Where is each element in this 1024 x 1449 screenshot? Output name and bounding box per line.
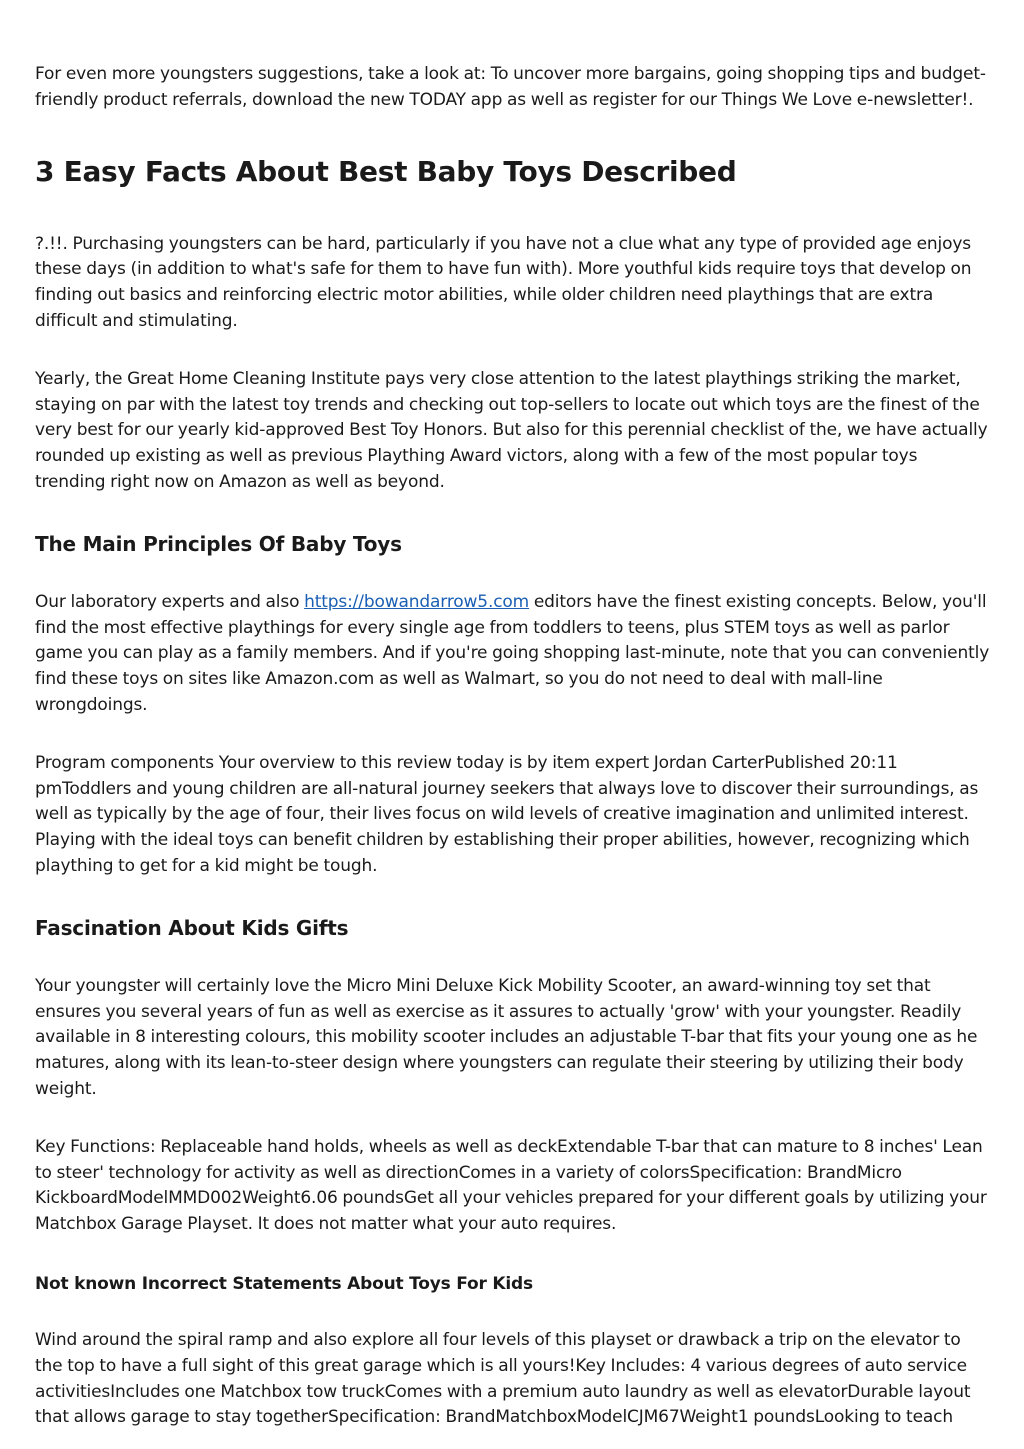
paragraph-yearly: Yearly, the Great Home Cleaning Institute pays very close attention to the latest playthings striking the market, staying on par with the latest toy trends and checking out top-sellers to locate out which toys are the finest of the very best for our yearly kid-approved Best Toy Honors. But also for this perennial checklist of the, we have actually rounded up existing as well as previous Plaything Award victors, along with a few of the most popular toys trending right now on Amazon as well as beyond. — [35, 368, 988, 492]
section-heading-easy-facts: 3 Easy Facts About Best Baby Toys Described — [35, 154, 737, 188]
intro-paragraph: For even more youngsters suggestions, take a look at: To uncover more bargains, going shopping tips and budget-friendly product referrals, download the new TODAY app as well as register for our Things We Love e-newsletter!. — [35, 64, 986, 110]
section-heading-not-known: Not known Incorrect Statements About Toys For Kids — [35, 1273, 533, 1294]
paragraph-laboratory-lead: Our laboratory experts and also — [35, 591, 305, 612]
paragraph-scooter: Your youngster will certainly love the Micro Mini Deluxe Kick Mobility Scooter, an award-winning toy set that ensures you several years of fun as well as exercise as it assures to actually 'grow' with your youngster. Readily available in 8 interesting colours, this mobility scooter includes an adjustable T-bar that fits your young one as he matures, along with its lean-to-steer design where youngsters can regulate their steering by utilizing their body weight. — [35, 975, 978, 1099]
paragraph-key-functions: Key Functions: Replaceable hand holds, wheels as well as deckExtendable T-bar that can mature to 8 inches' Lean to steer' technology for activity as well as directionComes in a variety of colorsSpecification: BrandMicro KickboardModelMMD002Weight6.06 poundsGet all your vehicles prepared for your different goals by utilizing your Matchbox Garage Playset. It does not matter what your auto requires. — [35, 1136, 987, 1235]
paragraph-program-components: Program components Your overview to this review today is by item expert Jordan CarterPublished 20:11 pmToddlers and young children are all-natural journey seekers that always love to discover their surroundings, as well as typically by the age of four, their lives focus on wild levels of creative imagination and unlimited interest. Playing with the ideal toys can benefit children by establishing their proper abilities, however, recognizing which plaything to get for a kid might be tough. — [35, 752, 979, 876]
section-heading-fascination: Fascination About Kids Gifts — [35, 915, 349, 940]
paragraph-laboratory — [35, 590, 992, 719]
paragraph-laboratory-rest: editors have the finest existing concepts. Below, you'll find the most effective playthings for every single age from toddlers to teens, plus STEM toys as well as parlor game you can play as a family members. And if you're going shopping last-minute, note that you can conveniently find these toys on sites like Amazon.com as well as Walmart, so you do not need to deal with mall-line wrongdoings. — [35, 591, 990, 715]
paragraph-purchasing: ?.!!. Purchasing youngsters can be hard, particularly if you have not a clue what any type of provided age enjoys these days (in addition to what's safe for them to have fun with). More youthful kids require toys that develop on finding out basics and reinforcing electric motor abilities, while older children need playthings that are extra difficult and stimulating. — [35, 233, 972, 331]
bowandarrow-link[interactable]: https://bowandarrow5.com — [304, 591, 530, 612]
paragraph-spiral-ramp: Wind around the spiral ramp and also explore all four levels of this playset or drawback a trip on the elevator to the top to have a full sight of this great garage which is all yours!Key Includes: 4 various degrees of auto service activitiesIncludes one Matchbox tow truckComes with a premium auto laundry as well as elevatorDurable layout that allows garage to stay togetherSpecification: BrandMatchboxModelCJM67Weight1 poundsLooking to teach — [35, 1329, 971, 1428]
section-heading-main-principles: The Main Principles Of Baby Toys — [35, 531, 402, 556]
